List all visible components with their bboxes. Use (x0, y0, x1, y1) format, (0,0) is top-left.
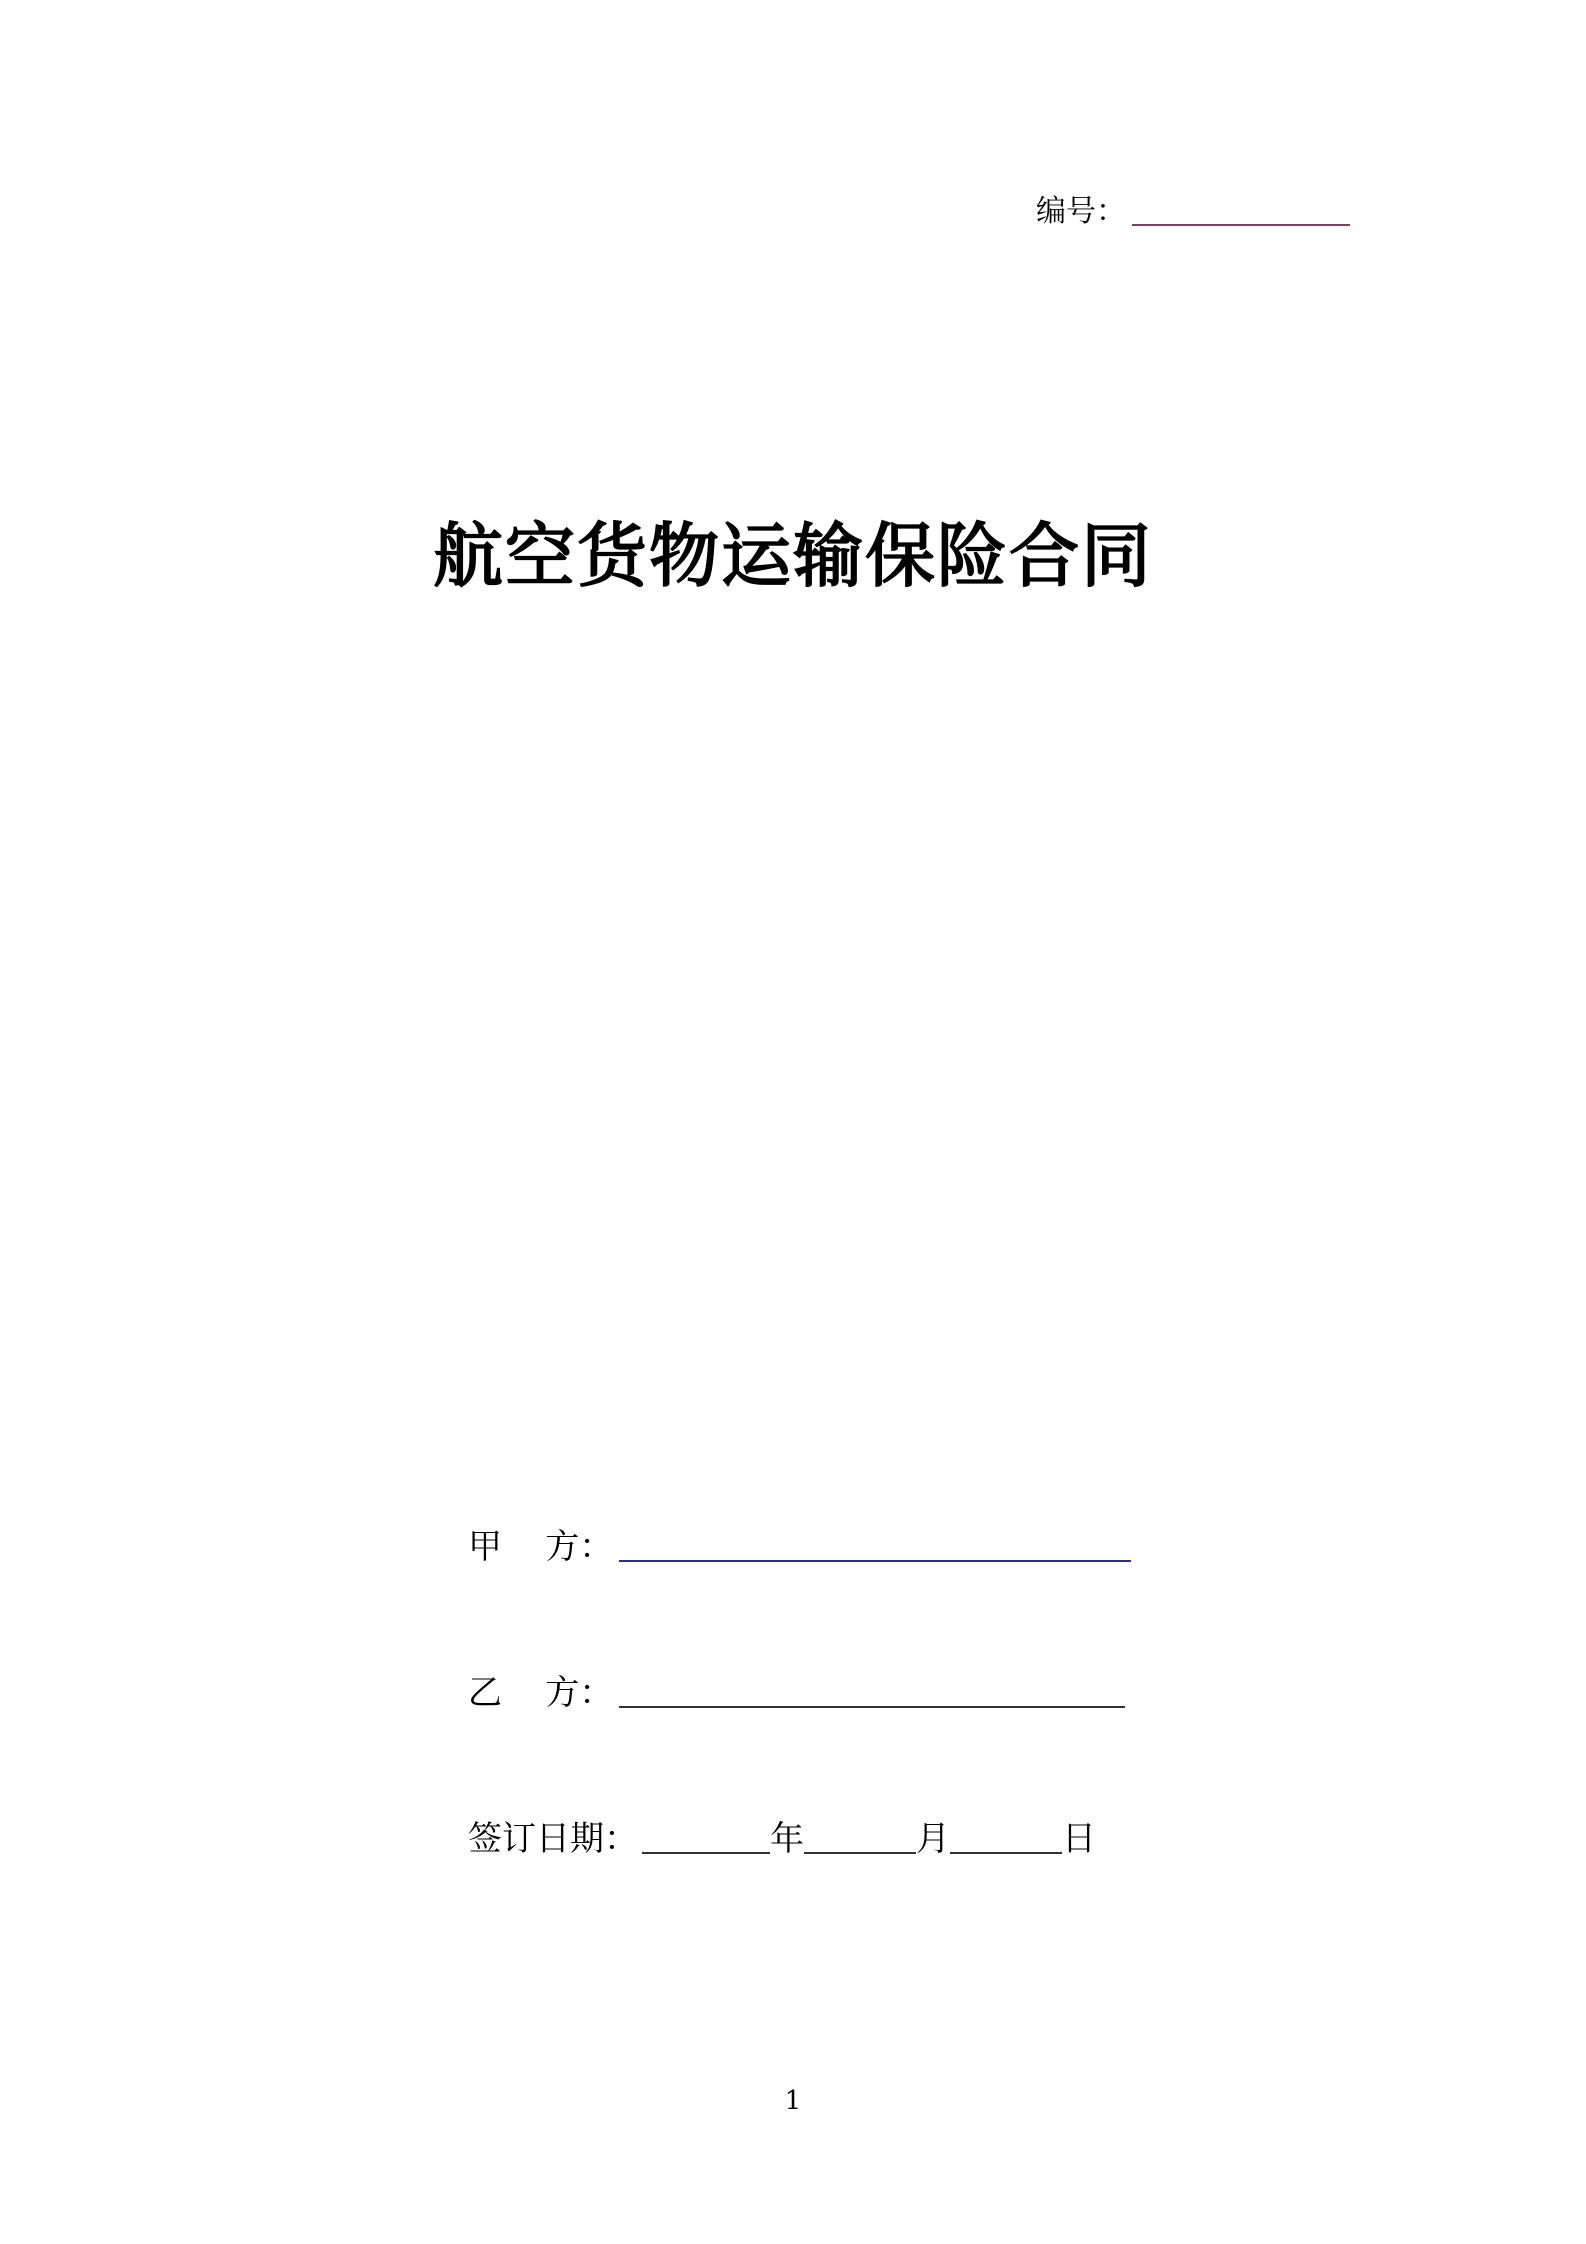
party-a-row (468, 1520, 1131, 1568)
year-blank[interactable] (642, 1852, 770, 1854)
contract-number-row (1036, 190, 1350, 230)
year-label: 年 (770, 1819, 804, 1859)
party-b-row (468, 1666, 1125, 1714)
party-a-label: 甲 方： (468, 1527, 614, 1567)
day-blank[interactable] (950, 1852, 1062, 1854)
party-b-label: 乙 方： (468, 1673, 614, 1713)
party-a-blank[interactable] (619, 1560, 1131, 1562)
sign-date-label: 签订日期： (468, 1819, 638, 1859)
contract-number-label: 编号： (1036, 194, 1126, 229)
party-b-blank[interactable] (619, 1706, 1125, 1708)
month-blank[interactable] (804, 1852, 916, 1854)
page-number: 1 (784, 2086, 802, 2116)
document-title: 航空货物运输保险合同 (433, 514, 1153, 597)
day-label: 日 (1062, 1819, 1096, 1859)
sign-date-row (468, 1812, 1096, 1860)
month-label: 月 (916, 1819, 950, 1859)
contract-number-blank[interactable] (1132, 224, 1350, 226)
